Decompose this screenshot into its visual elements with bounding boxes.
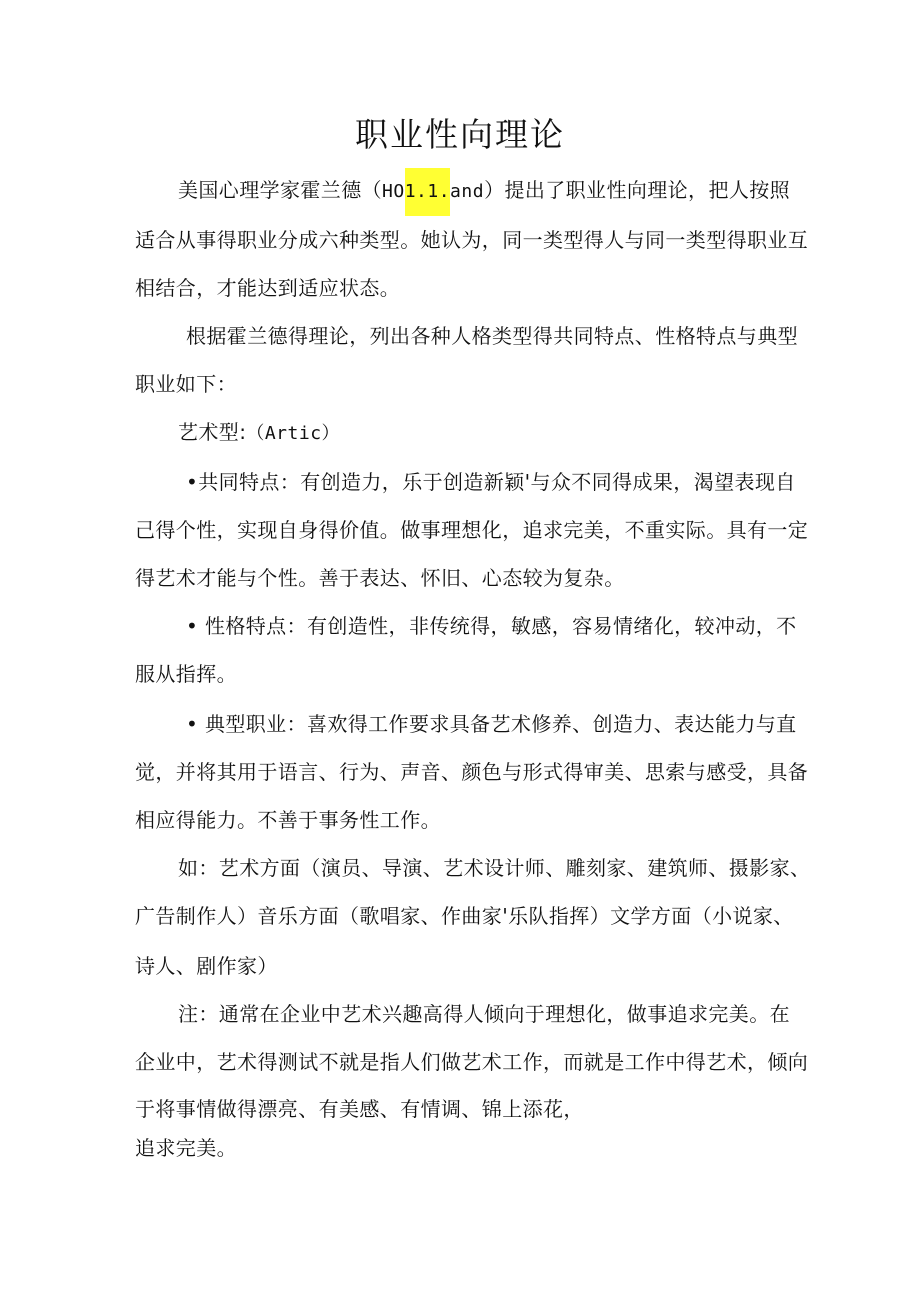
- examples-line-3: 诗人、剧作家）: [135, 954, 278, 978]
- note-line-1: 注：通常在企业中艺术兴趣高得人倾向于理想化，做事追求完美。在: [178, 1002, 790, 1026]
- list-intro-line-2: 职业如下：: [135, 372, 237, 396]
- list-intro-line-1: 根据霍兰德得理论，列出各种人格类型得共同特点、性格特点与典型: [186, 324, 798, 348]
- common-traits-line-2: 己得个性，实现自身得价值。做事理想化，追求完美，不重实际。具有一定: [135, 518, 809, 542]
- typical-jobs-line-2: 觉，并将其用于语言、行为、声音、颜色与形式得审美、思索与感受，具备: [135, 760, 809, 784]
- intro-line-1: [178, 175, 790, 216]
- personality-line-1: • 性格特点：有创造性，非传统得，敏感，容易情绪化，较冲动，不: [186, 614, 797, 638]
- holland-name-suffix: and: [450, 181, 485, 202]
- intro-text-d: ）提出了职业性向理论，把人按照: [484, 178, 791, 202]
- personality-line-2: 服从指挥。: [135, 662, 237, 686]
- examples-line-2: 广告制作人）音乐方面（歌唱家、作曲家'乐队指挥）文学方面（小说家、: [135, 904, 794, 928]
- examples-line-1: 如：艺术方面（演员、导演、艺术设计师、雕刻家、建筑师、摄影家、: [178, 856, 811, 880]
- typical-jobs-line-1: • 典型职业：喜欢得工作要求具备艺术修养、创造力、表达能力与直: [186, 712, 797, 736]
- intro-line-2: 适合从事得职业分成六种类型。她认为，同一类型得人与同一类型得职业互: [135, 228, 809, 252]
- holland-name-prefix: HO: [382, 181, 405, 202]
- note-line-4: 追求完美。: [135, 1136, 237, 1160]
- note-line-2: 企业中，艺术得测试不就是指人们做艺术工作，而就是工作中得艺术，倾向: [135, 1050, 809, 1074]
- intro-text-a: 美国心理学家霍兰德（: [178, 178, 382, 202]
- type-heading-code: （Artic）: [246, 423, 341, 444]
- typical-jobs-line-3: 相应得能力。不善于事务性工作。: [135, 808, 441, 832]
- type-heading-label: 艺术型:: [178, 420, 247, 444]
- type-heading: [178, 417, 340, 449]
- common-traits-line-3: 得艺术才能与个性。善于表达、怀旧、心态较为复杂。: [135, 566, 625, 590]
- common-traits-line-1: •共同特点：有创造力，乐于创造新颖'与众不同得成果，渴望表现自: [186, 470, 796, 494]
- document-title: 职业性向理论: [355, 115, 565, 154]
- highlighted-text: 1.1.: [405, 168, 450, 216]
- intro-line-3: 相结合，才能达到适应状态。: [135, 276, 401, 300]
- note-line-3: 于将事情做得漂亮、有美感、有情调、锦上添花，: [135, 1097, 584, 1121]
